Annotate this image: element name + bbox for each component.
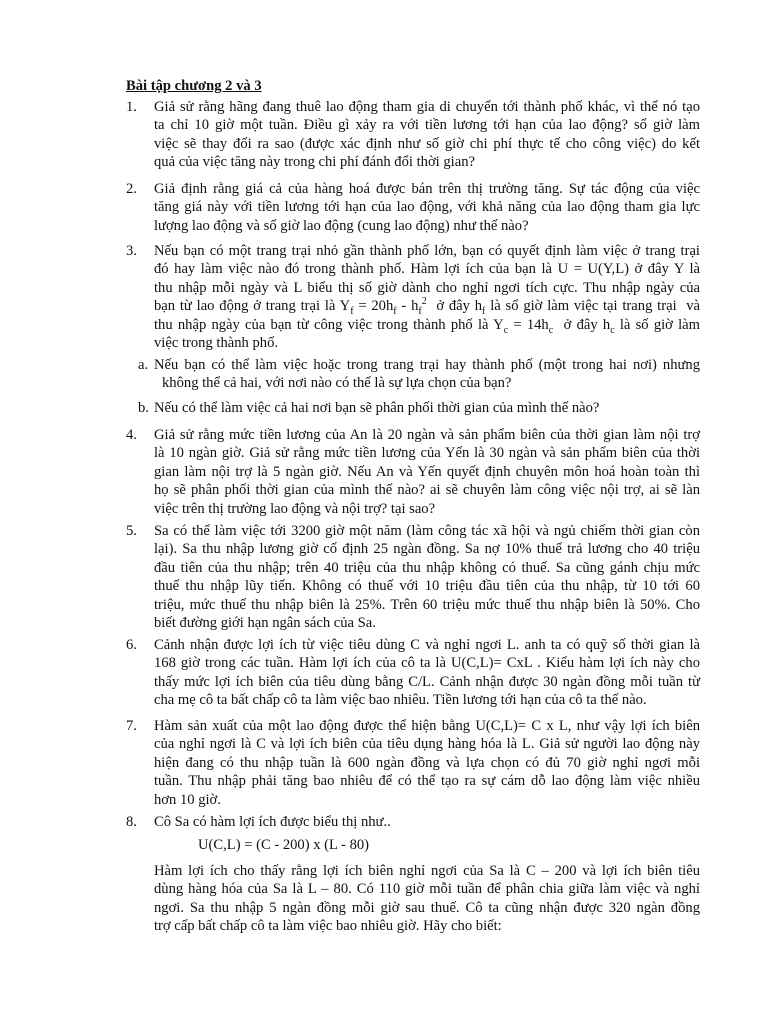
text-line: triệu, mức thuế thu nhập biên là 25%. Trên 60 triệu mức thuế thu nhập biên là 50%. Cho [154,596,700,613]
text-line: gian làm nội trợ là 5 ngàn giờ. Nếu An và Yến quyết định chuyên môn hoá hoàn toàn thì [154,463,700,480]
text-line: đó hay làm việc nào đó trong thành phố. Hàm lợi ích của bạn là U = U(Y,L) ở đây Y là [154,261,700,278]
text-line: không thể cả hai, với nơi nào có thể là sự lựa chọn của bạn? [162,375,512,392]
text-line: Nếu bạn có một trang trại nhỏ gần thành phố lớn, bạn có quyết định làm việc ở trang trại [154,243,700,259]
exercise-text [154,426,700,518]
text-line: Hàm sản xuất của một lao động được thể hiện bằng U(C,L)= C x L, như vậy lợi ích biên [154,718,700,734]
exercise-3a [138,356,700,393]
text-line: là 10 ngàn giờ. Giả sử rằng mức tiền lương của Yến là 30 ngàn và sản phẩm biên của thời [154,445,700,462]
exercise-number: 8. [126,814,137,830]
exercise-text [154,717,700,809]
exercise-text [154,180,700,235]
text-line: việc sẽ thay đổi ra sao (được xác định như số giờ chi phí thực tế cho công việc) do kết [154,135,700,152]
text-line: Giả sử rằng hãng đang thuê lao động tham gia di chuyển tới thành phố khác, vì thế nó tạo [154,99,700,115]
exercise-text [154,242,700,352]
text-line: đầu tiên của thu nhập; trên 40 triệu của thu nhập không có thuế. Sa cũng gánh chịu mức [154,559,700,576]
document-title: Bài tập chương 2 và 3 [126,78,262,94]
text-line-farm-income: bạn từ lao động ở trang trại là $Y_f = 20h_f - h_f^2$ ở đây $h_f$ là số giờ làm việc tại trang trại và [154,296,701,318]
utility-formula: U(C,L) = (C - 200) x (L - 80) [198,837,370,853]
sub-label: a. [138,357,149,373]
text-line-city-income: thu nhập ngày của bạn từ công việc trong thành phố là $Y_c = 14h_c$ ở đây $h_c$ là số giờ làm [154,316,701,336]
text-line: Cảnh nhận được lợi ích từ việc tiêu dùng C và nghỉ ngơi L. anh ta có quỹ số thời gian là [154,637,700,653]
text-line: lại). Sa thu nhập lương giờ cố định 25 ngàn đồng. Sa nợ 10% thuế trả lương cho 40 triệu [154,541,700,558]
exercise-number: 4. [126,427,137,443]
text-line: 168 giờ trong các tuần. Hàm lợi ích của cô ta là U(C,L)= CxL . Kiểu hàm lợi ích này cho [154,655,700,672]
text-line: cha mẹ cô ta bất chấp cô ta làm việc bao nhiêu. Tiền lương tới hạn của cô ta thế nào. [154,692,647,709]
text-line: thấy mức lợi ích biên của tiêu dùng bằng C/L. Cảnh nhận được 30 ngàn đồng mỗi tuần từ [154,673,700,690]
exercise-number: 7. [126,718,137,734]
text-line: Nếu có thể làm việc cả hai nơi bạn sẽ phân phối thời gian của mình thế nào? [154,400,600,416]
exercise-number: 5. [126,523,137,539]
text-line: của nghỉ ngơi là C và lợi ích biên của tiêu dụng hàng hóa là L. Giả sử người lao động này [154,736,700,753]
exercise-number: 6. [126,637,137,653]
exercise-3b [138,399,700,417]
exercise-1 [126,98,700,172]
exercise-text [154,98,700,172]
exercise-3 [126,242,700,352]
text-line: trợ cấp bất chấp cô ta làm việc bao nhiêu giờ. Hãy cho biết: [154,918,502,935]
exercise-number: 2. [126,181,137,197]
text-line: Giả định rằng giá cả của hàng hoá được bán trên thị trường tăng. Sự tác động của việc [154,181,700,197]
text-line: ta chỉ 10 giờ một tuần. Điều gì xảy ra với tiền lương tới hạn của lao động? số giờ làm [154,117,700,134]
text-line: dùng hàng hóa của Sa là L – 80. Có 110 giờ mỗi tuần để phân chia giữa làm việc và nghỉ [154,881,700,898]
exercise-8 [126,813,700,831]
exercise-5 [126,522,700,632]
text-line: biết đường giới hạn ngân sách của Sa. [154,615,376,632]
text-line: tuần. Thu nhập phải tăng bao nhiêu để có thể tạo ra sự cám dỗ lao động làm việc nhiều [154,773,700,790]
text-line: thuế thu nhập lũy tiến. Không có thuế với 10 triệu đầu tiên của thu nhập, từ 10 tới 60 [154,578,700,595]
text-line: Nếu bạn có thể làm việc hoặc trong trang trại hay thành phố (một trong hai nơi) nhưng [154,357,700,373]
exercise-text [154,522,700,632]
exercise-2 [126,180,700,235]
text-line: hơn 10 giờ. [154,791,221,808]
text-line: ngơi. Sa thu nhập 5 ngàn đồng mỗi giờ sau thuế. Cô ta cũng nhận được 320 ngàn đồng [154,899,700,916]
exercise-text [154,813,700,831]
sub-text [154,356,700,393]
text-line: việc trong thành phố. [154,335,279,352]
text-line: họ sẽ phân phối thời gian của mình thế nào? ai sẽ chuyên làm công việc nội trợ, ai sẽ làn [154,482,700,499]
text-line: Cô Sa có hàm lợi ích được biểu thị như.. [154,814,391,830]
sub-label: b. [138,400,149,416]
text-line: hiện đang có thu nhập tuần là 600 ngàn đồng và lựa chọn có đủ 70 giờ nghỉ ngơi mỗi [154,754,700,771]
exercise-text [154,636,700,710]
exercise-number: 1. [126,99,137,115]
text-line: việc trên thị trường lao động và nội trợ? tại sao? [154,500,436,517]
text-line: Giả sử rằng mức tiền lương của An là 20 ngàn và sản phẩm biên của thời gian làm nội trợ [154,427,700,443]
exercise-6 [126,636,700,710]
exercise-4 [126,426,700,518]
text-line: thu nhập mỗi ngày và L biểu thị số giờ dành cho nghỉ ngơi tích cực. Thu nhập ngày của [154,279,700,296]
exercise-7 [126,717,700,809]
exercise-number: 3. [126,243,137,259]
text-line: lượng lao động và số giờ lao động (cung lao động) như thế nào? [154,217,529,234]
text-line: quả của việc tăng này trong chi phí đánh đổi thời gian? [154,154,475,171]
sub-text [154,399,700,417]
text-line: Sa có thể làm việc tới 3200 giờ một năm (làm công tác xã hội và ngủ chiếm thời gian còn [154,523,700,539]
text-line: tăng giá này với tiền lương tới hạn của lao động, với khả năng của lao động tham gia lực [154,199,700,216]
text-line: Hàm lợi ích cho thấy rằng lợi ích biên nghỉ ngơi của Sa là C – 200 và lợi ích biên tiêu [154,863,700,879]
exercise-8-details [154,862,700,936]
